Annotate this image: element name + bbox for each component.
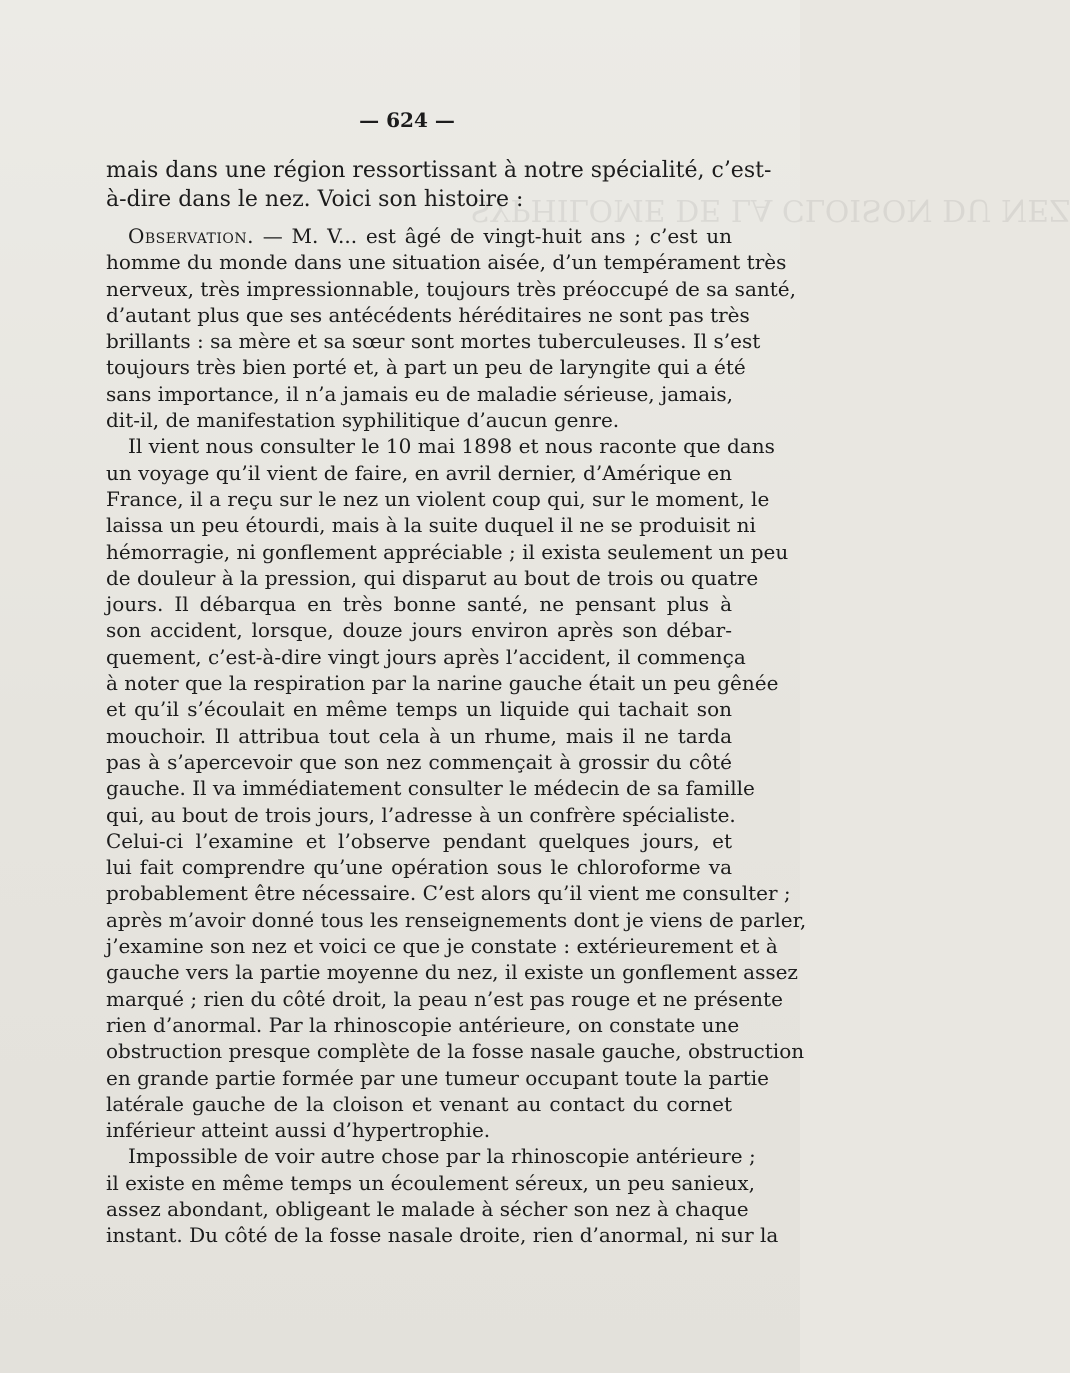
paragraph-2-line: son accident, lorsque, douze jours environ après son débar- [106, 618, 732, 643]
paragraph-2-line: de douleur à la pression, qui disparut au bout de trois ou quatre [106, 565, 759, 590]
paragraph-2-line: pas à s’apercevoir que son nez commençait à grossir du côté [106, 749, 732, 774]
paragraph-2-line: jours. Il débarqua en très bonne santé, ne pensant plus à [106, 592, 732, 617]
observation-line: nerveux, très impressionnable, toujours très préoccupé de sa santé, [106, 276, 796, 301]
paragraph-gap [106, 214, 732, 223]
intro-line-2: à-dire dans le nez. Voici son histoire : [106, 187, 524, 212]
paragraph-2-line: marqué ; rien du côté droit, la peau n’est pas rouge et ne présente [106, 986, 783, 1011]
observation-line: d’autant plus que ses antécédents héréditaires ne sont pas très [106, 302, 750, 327]
paragraph-2-line: j’examine son nez et voici ce que je constate : extérieurement et à [106, 934, 778, 959]
paragraph-2-line: quement, c’est-à-dire vingt jours après l’accident, il commença [106, 644, 746, 669]
paragraph-2-line: lui fait comprendre qu’une opération sous le chloroforme va [106, 855, 732, 880]
paragraph-3-line: il existe en même temps un écoulement séreux, un peu sanieux, [106, 1170, 756, 1195]
page-number: — 624 — [359, 108, 455, 132]
observation-heading-line [106, 223, 732, 249]
paragraph-2-line: après m’avoir donné tous les renseignements dont je viens de parler, [106, 907, 807, 932]
paragraph-2-line: en grande partie formée par une tumeur occupant toute la partie [106, 1065, 770, 1090]
paragraph-2-line: hémorragie, ni gonflement appréciable ; il exista seulement un peu [106, 539, 789, 564]
observation-line: brillants : sa mère et sa sœur sont mortes tuberculeuses. Il s’est [106, 329, 761, 354]
paragraph-2-line: gauche. Il va immédiatement consulter le médecin de sa famille [106, 776, 755, 801]
paragraph-2-line: Celui-ci l’examine et l’observe pendant quelques jours, et [106, 828, 732, 853]
observation-line: toujours très bien porté et, à part un peu de laryngite qui a été [106, 355, 746, 380]
paragraph-3-line: Impossible de voir autre chose par la rhinoscopie antérieure ; [128, 1144, 756, 1169]
paragraph-2-line: France, il a reçu sur le nez un violent coup qui, sur le moment, le [106, 486, 770, 511]
observation-label: Observation. [128, 224, 254, 248]
paragraph-3-line: instant. Du côté de la fosse nasale droite, rien d’anormal, ni sur la [106, 1223, 779, 1248]
paragraph-2-line: gauche vers la partie moyenne du nez, il existe un gonflement assez [106, 960, 798, 985]
paragraph-2-line: qui, au bout de trois jours, l’adresse à un confrère spécialiste. [106, 802, 736, 827]
paragraph-2-line: et qu’il s’écoulait en même temps un liquide qui tachait son [106, 697, 732, 722]
paragraph-2-line: laissa un peu étourdi, mais à la suite duquel il ne se produisit ni [106, 513, 756, 538]
paragraph-2-line: inférieur atteint aussi d’hypertrophie. [106, 1118, 491, 1143]
paragraph-2-line: à noter que la respiration par la narine gauche était un peu gênée [106, 671, 779, 696]
paragraph-2-line: mouchoir. Il attribua tout cela à un rhume, mais il ne tarda [106, 723, 732, 748]
observation-first-line: — M. V... est âgé de vingt-huit ans ; c’est un [254, 224, 732, 248]
paragraph-2-line: probablement être nécessaire. C’est alors qu’il vient me consulter ; [106, 881, 791, 906]
observation-line: dit-il, de manifestation syphilitique d’aucun genre. [106, 408, 620, 433]
paragraph-2-line: Il vient nous consulter le 10 mai 1898 et nous raconte que dans [128, 434, 775, 459]
paragraph-3-line: assez abondant, obligeant le malade à sécher son nez à chaque [106, 1196, 749, 1221]
observation-line: sans importance, il n’a jamais eu de maladie sérieuse, jamais, [106, 381, 734, 406]
paragraph-2-line: obstruction presque complète de la fosse nasale gauche, obstruction [106, 1039, 805, 1064]
paragraph-2-line: latérale gauche de la cloison et venant au contact du cornet [106, 1091, 732, 1116]
paragraph-2-line: rien d’anormal. Par la rhinoscopie antérieure, on constate une [106, 1012, 740, 1037]
bleed-through-text: SYPHILOME DE LA CLOISON DU NEZ [470, 192, 1070, 227]
observation-line: homme du monde dans une situation aisée, d’un tempérament très [106, 250, 787, 275]
intro-line-1: mais dans une région ressortissant à notre spécialité, c’est- [106, 158, 772, 183]
paragraph-2-line: un voyage qu’il vient de faire, en avril dernier, d’Amérique en [106, 460, 732, 485]
